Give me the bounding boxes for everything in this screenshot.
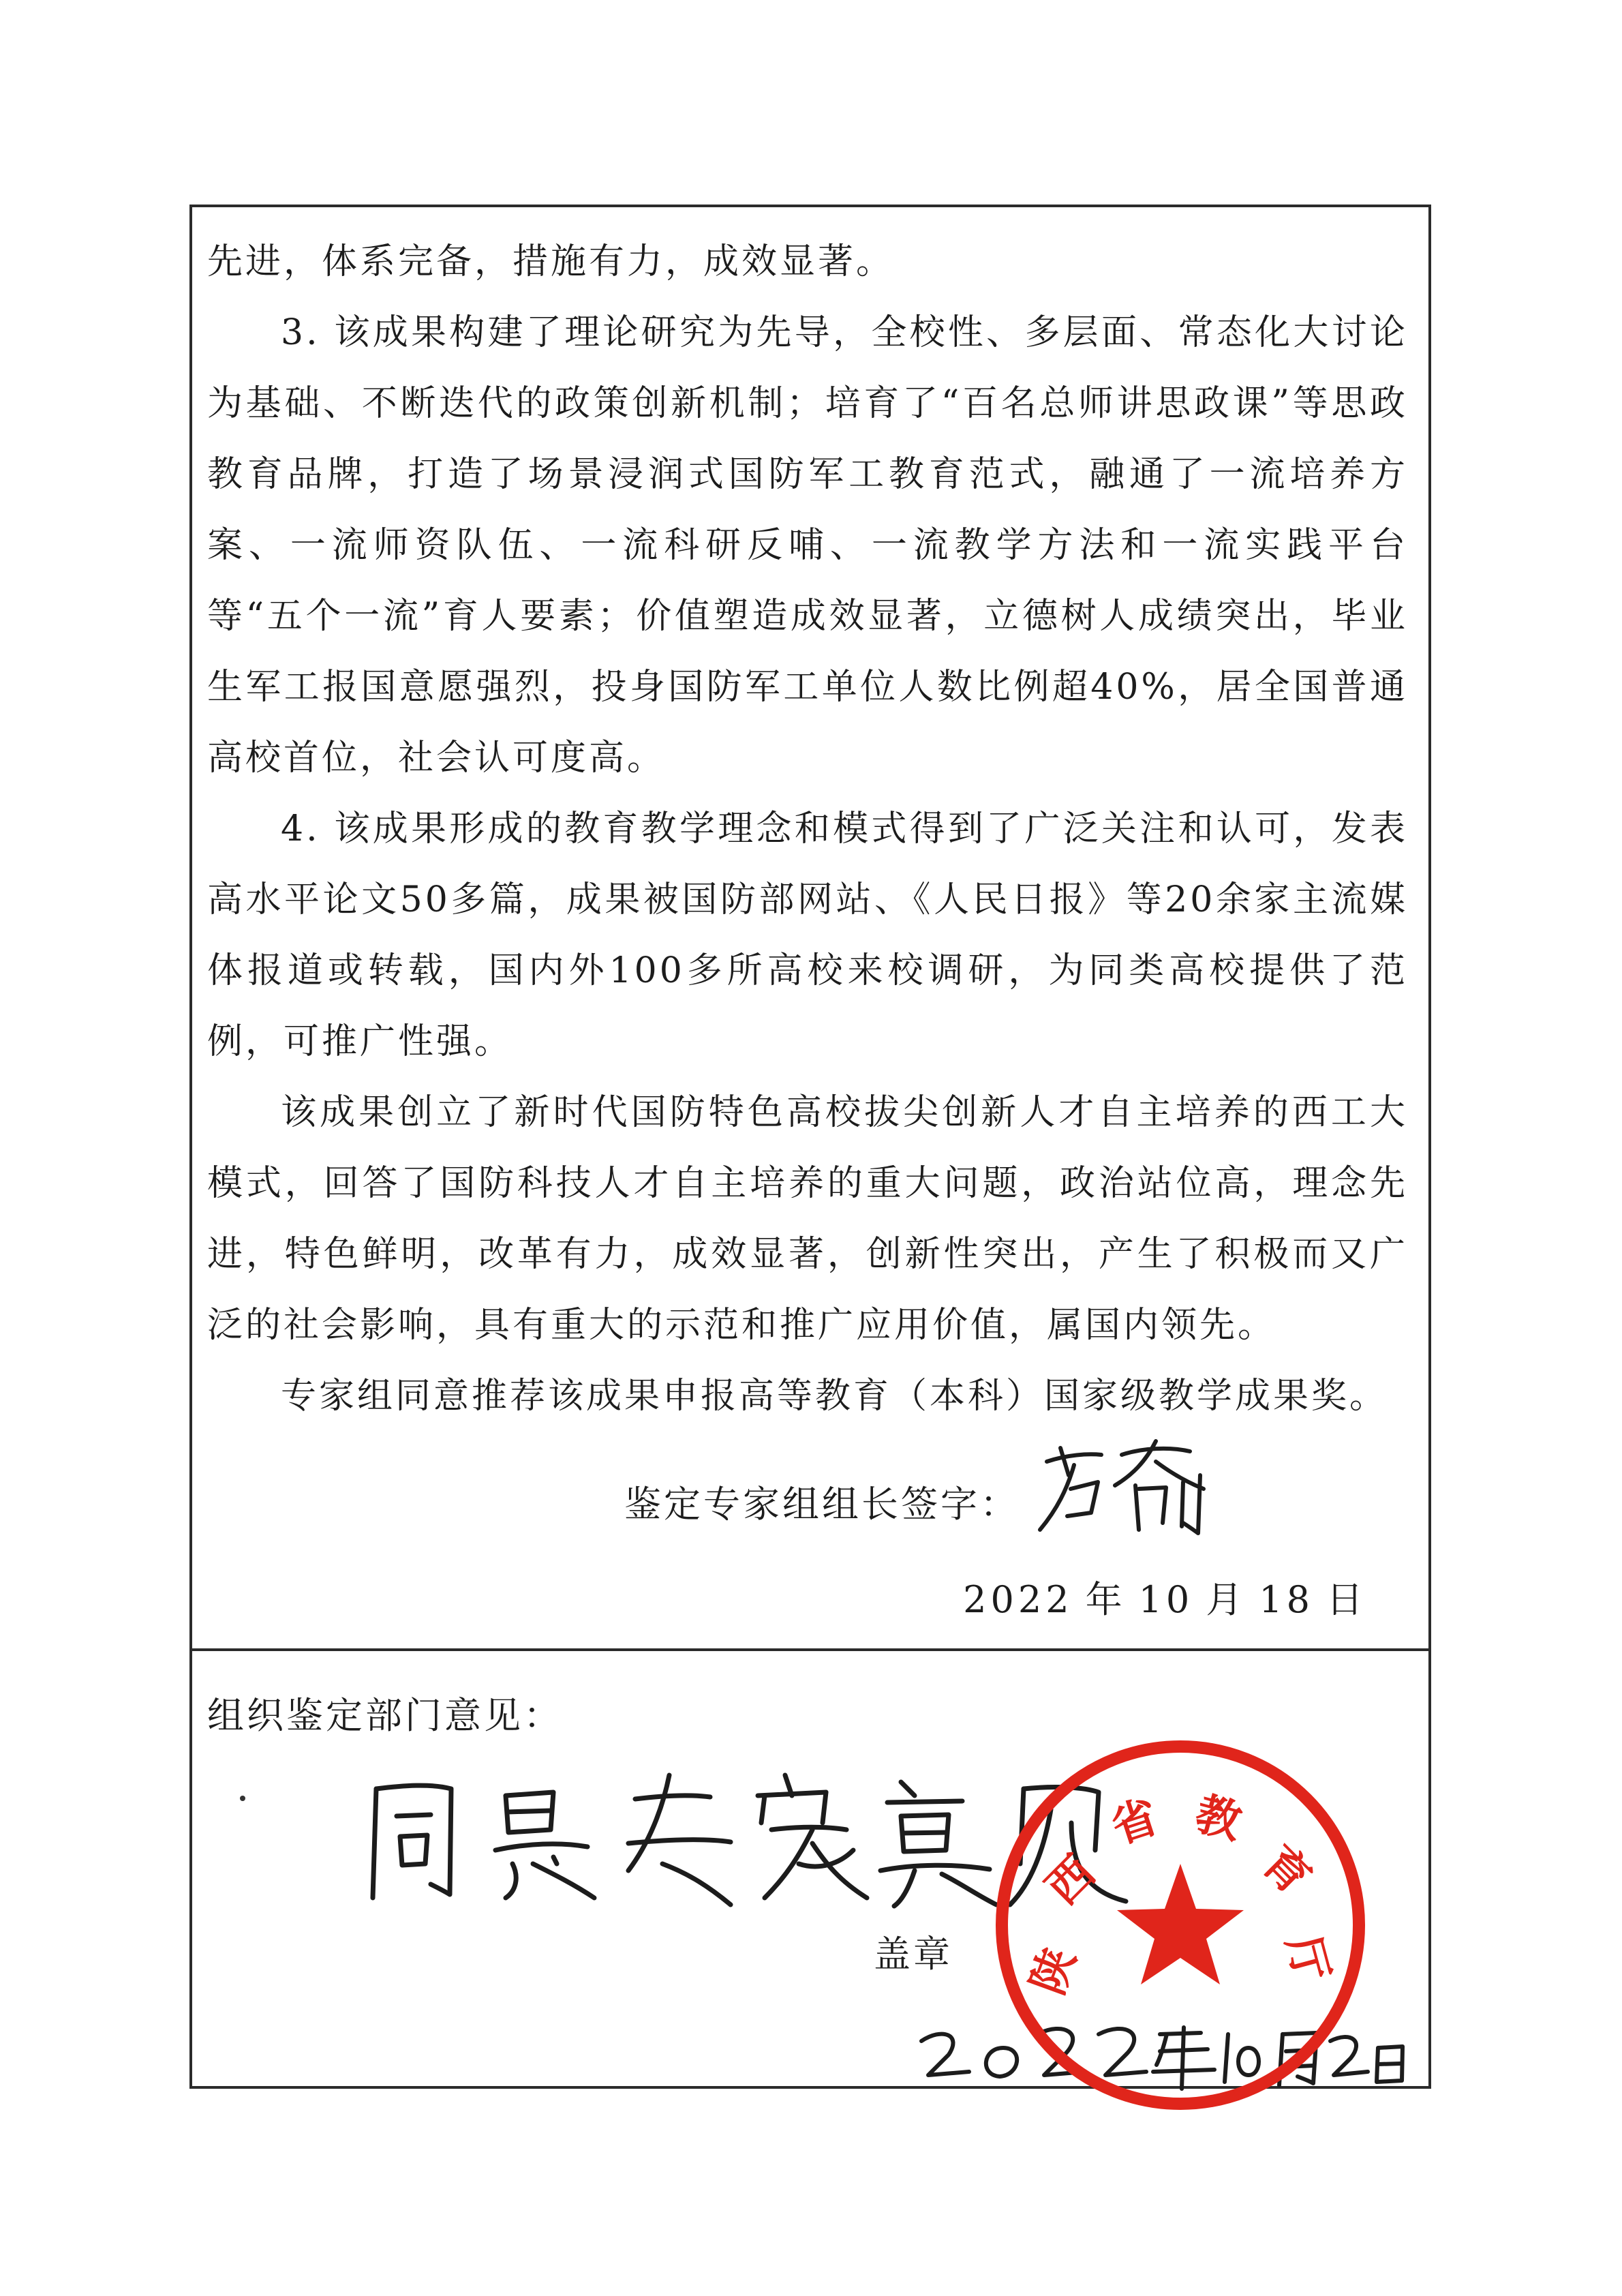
svg-text:省: 省	[1105, 1789, 1165, 1854]
paragraph-4: 4. 该成果形成的教育教学理念和模式得到了广泛关注和认可，发表高水平论文50多篇，成果被国防部网站、《人民日报》等20余家主流媒体报道或转载，国内外100多所高校来校调研，为同类高校提供了范例，可推广性强。	[207, 809, 1408, 1062]
expert-date-year-unit: 年	[1085, 1578, 1127, 1621]
paragraph-recommendation: 专家组同意推荐该成果申报高等教育（本科）国家级教学成果奖。	[281, 1376, 1388, 1417]
svg-text:西: 西	[1035, 1845, 1105, 1915]
svg-text:陕: 陕	[1020, 1940, 1086, 2002]
paragraph-intro: 先进，体系完备，措施有力，成效显著。	[207, 241, 895, 282]
expert-date-day: 18	[1259, 1578, 1314, 1621]
expert-opinion-text	[207, 226, 1408, 1432]
expert-sign-date	[951, 1571, 1367, 1623]
expert-signature	[1020, 1434, 1224, 1537]
svg-text:教: 教	[1189, 1786, 1247, 1849]
paragraph-3: 3. 该成果构建了理论研究为先导，全校性、多层面、常态化大讨论为基础、不断迭代的政策创新机制；培育了“百名总师讲思政课”等思政教育品牌，打造了场景浸润式国防军工教育范式，融通了一流培养方案、一流师资队伍、一流科研反哺、一流教学方法和一流实践平台等“五个一流”育人要素；价值塑造成效显著，立德树人成绩突出，毕业生军工报国意愿强烈，投身国防军工单位人数比例超40%，居全国普通高校首位，社会认可度高。	[207, 312, 1408, 779]
expert-sign-row	[192, 1434, 1428, 1530]
section-divider	[192, 1648, 1428, 1651]
appraisal-form	[189, 205, 1431, 2089]
svg-text:厅: 厅	[1276, 1930, 1340, 1988]
svg-text:育: 育	[1252, 1834, 1322, 1905]
seal-label: 盖章	[874, 1933, 953, 1976]
expert-date-month: 10	[1138, 1578, 1194, 1621]
expert-date-year: 2022	[963, 1578, 1073, 1621]
expert-date-day-unit: 日	[1326, 1578, 1367, 1621]
expert-sign-label: 鉴定专家组组长签字：	[624, 1483, 1020, 1526]
expert-date-month-unit: 月	[1206, 1578, 1247, 1621]
paragraph-summary: 该成果创立了新时代国防特色高校拔尖创新人才自主培养的西工大模式，回答了国防科技人才自主培养的重大问题，政治站位高，理念先进，特色鲜明，改革有力，成效显著，创新性突出，产生了积极而又广泛的社会影响，具有重大的示范和推广应用价值，属国内领先。	[207, 1092, 1408, 1346]
ink-dot	[240, 1796, 245, 1801]
department-opinion-label: 组织鉴定部门意见：	[207, 1694, 563, 1737]
official-seal	[990, 1734, 1371, 2116]
